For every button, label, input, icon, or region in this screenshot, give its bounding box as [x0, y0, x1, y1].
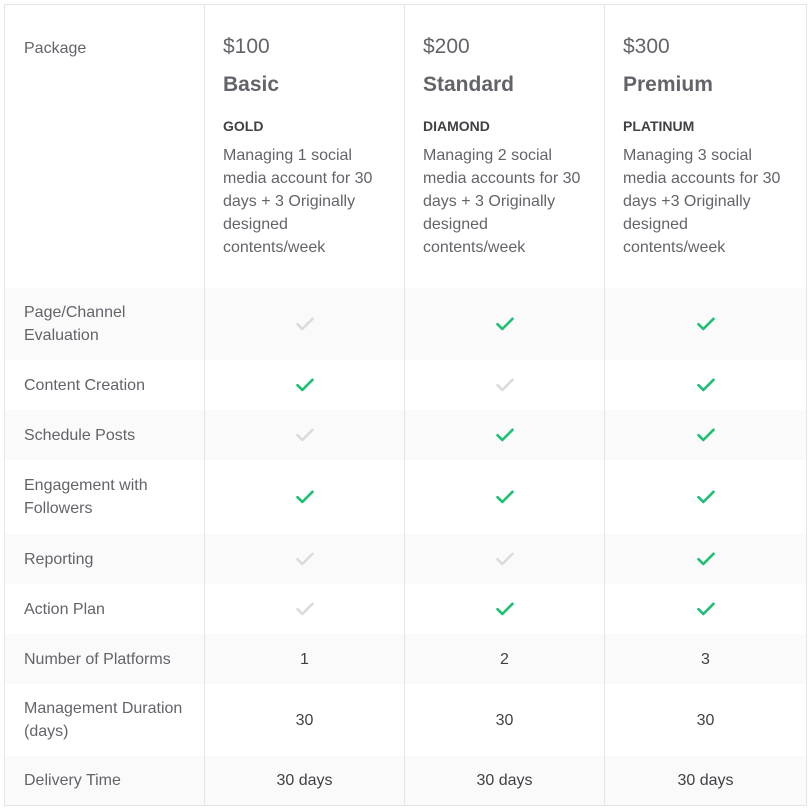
- row-label-number-of-platforms: Number of Platforms: [5, 634, 205, 684]
- check-icon-inactive: [405, 534, 605, 584]
- check-icon-inactive: [205, 410, 405, 460]
- delivery-time-value: 30 days: [605, 756, 806, 805]
- row-label-schedule-posts: Schedule Posts: [5, 410, 205, 460]
- check-icon: [405, 288, 605, 360]
- duration-value: 30: [696, 711, 715, 729]
- row-label-page-channel-evaluation: Page/Channel Evaluation: [5, 288, 205, 360]
- platforms-value: 3: [605, 634, 806, 684]
- check-icon: [605, 534, 806, 584]
- pricing-comparison-table: [4, 4, 807, 806]
- row-label-content-creation: Content Creation: [5, 360, 205, 410]
- package-column-standard: [405, 5, 605, 288]
- check-icon-inactive: [205, 534, 405, 584]
- package-column-premium: [605, 5, 806, 288]
- package-tier: DIAMOND: [423, 118, 490, 134]
- duration-value: 30: [405, 684, 605, 756]
- check-icon: [605, 584, 806, 634]
- check-icon-inactive: [205, 288, 405, 360]
- check-icon: [405, 584, 605, 634]
- check-icon: [605, 288, 806, 360]
- delivery-time-value: 30 days: [405, 756, 605, 805]
- package-header-label: Package: [5, 5, 205, 288]
- package-name: Premium: [623, 73, 713, 96]
- row-label-reporting: Reporting: [5, 534, 205, 584]
- delivery-time-value: 30 days: [205, 756, 405, 805]
- platforms-value: 1: [205, 634, 405, 684]
- package-price: $100: [223, 35, 270, 58]
- duration-value: 30: [205, 684, 405, 756]
- row-label-action-plan: Action Plan: [5, 584, 205, 634]
- row-label-engagement-with-followers: Engagement with Followers: [5, 460, 205, 534]
- row-label-delivery-time: Delivery Time: [5, 756, 205, 805]
- package-description: Managing 1 social media account for 30 days + 3 Originally designed contents/week: [223, 147, 373, 256]
- package-column-basic: [205, 5, 405, 288]
- check-icon: [605, 460, 806, 534]
- platforms-value: 2: [405, 634, 605, 684]
- package-tier: GOLD: [223, 118, 264, 134]
- package-tier: PLATINUM: [623, 118, 695, 134]
- check-icon: [605, 410, 806, 460]
- check-icon: [205, 360, 405, 410]
- package-name: Standard: [423, 73, 515, 96]
- check-icon: [405, 460, 605, 534]
- package-name: Basic: [223, 73, 280, 96]
- check-icon-inactive: [205, 584, 405, 634]
- check-icon-inactive: [405, 360, 605, 410]
- package-price: $200: [423, 35, 470, 58]
- row-label-management-duration: Management Duration (days): [5, 684, 205, 756]
- package-price: $300: [623, 35, 670, 58]
- check-icon: [405, 410, 605, 460]
- check-icon: [605, 360, 806, 410]
- package-description: Managing 3 social media accounts for 30 days +3 Originally designed contents/week: [623, 147, 781, 256]
- package-description: Managing 2 social media accounts for 30 days + 3 Originally designed contents/week: [423, 147, 581, 256]
- check-icon: [205, 460, 405, 534]
